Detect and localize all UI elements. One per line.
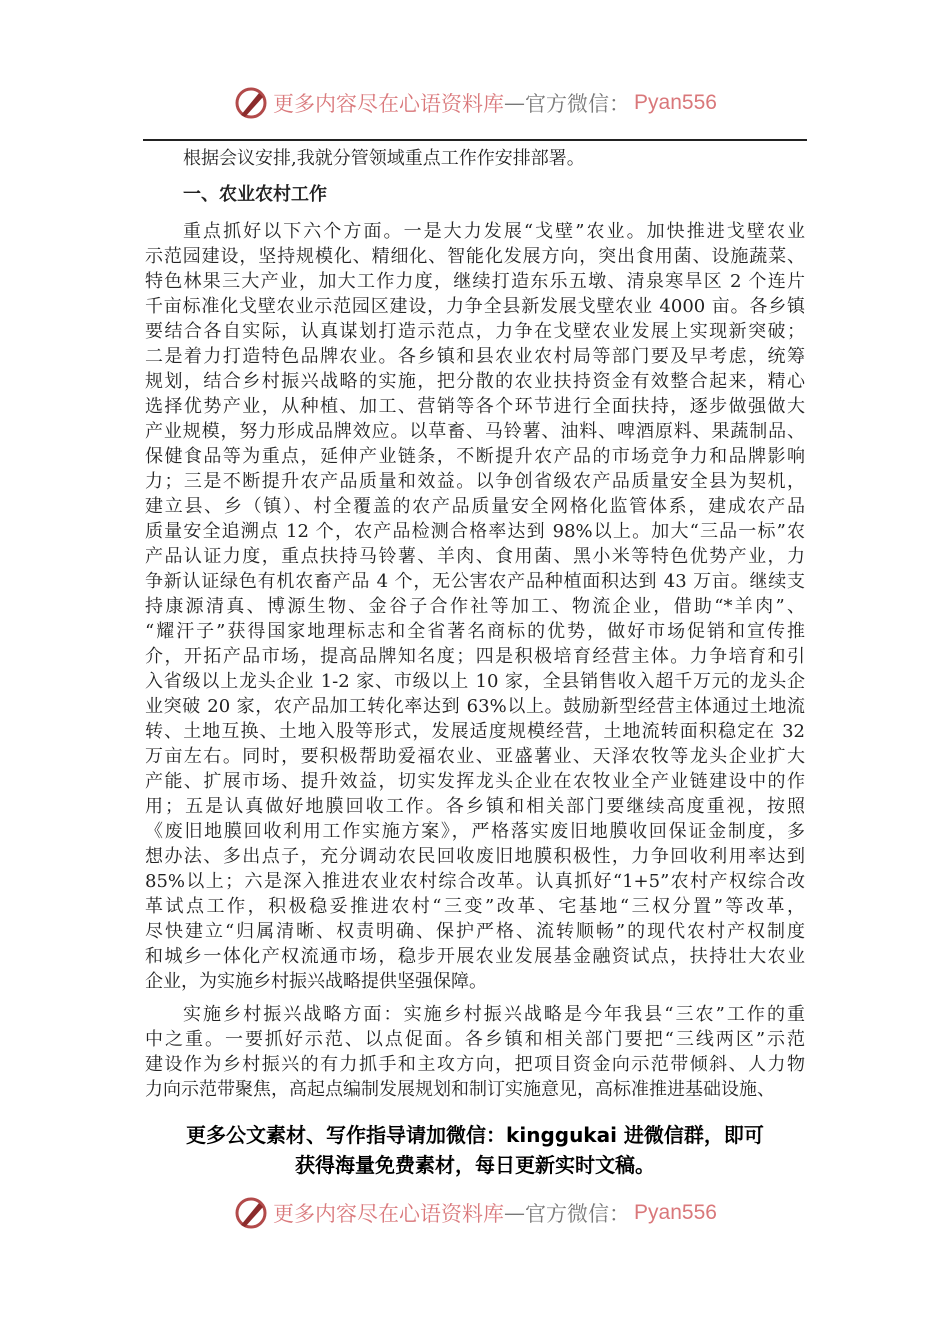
text-line: 规划，结合乡村振兴战略的实施，把分散的农业扶持资金有效整合起来，精心	[145, 371, 805, 392]
text-line: 重点抓好以下六个方面。一是大力发展“戈壁”农业。加快推进戈壁农业	[183, 221, 805, 242]
header-banner	[0, 83, 950, 123]
text-line: 产业规模，努力形成品牌效应。以草畜、马铃薯、油料、啤酒原料、果蔬制品、	[145, 421, 805, 442]
banner-wechat-label: 官方微信：	[525, 92, 631, 116]
text-line: 想办法、多出点子，充分调动农民回收废旧地膜积极性，力争回收利用率达到	[145, 846, 805, 867]
banner-separator: —	[504, 91, 526, 115]
text-line: 争新认证绿色有机农畜产品 4 个，无公害农产品种植面积达到 43 万亩。继续支	[145, 571, 805, 592]
text-line: 建立县、乡（镇）、村全覆盖的农产品质量安全网格化监管体系，建成农产品	[145, 496, 805, 517]
text-line: 质量安全追溯点 12 个，农产品检测合格率达到 98%以上。加大“三品一标”农	[145, 521, 805, 542]
text-line: 千亩标准化戈壁农业示范园区建设，力争全县新发展戈壁农业 4000 亩。各乡镇	[145, 296, 805, 317]
banner-wechat-id: Pyan556	[634, 91, 717, 114]
text-line: 力向示范带聚焦，高起点编制发展规划和制订实施意见，高标准推进基础设施、	[145, 1079, 775, 1100]
promo-line-1: 更多公文素材、写作指导请加微信：kinggukai 进微信群，即可	[186, 1123, 764, 1147]
text-line: 企业，为实施乡村振兴战略提供坚强保障。	[145, 971, 487, 992]
text-line: 革试点工作，积极稳妥推进农村“三变”改革、宅基地“三权分置”等改革，	[145, 896, 805, 917]
text-line: 二是着力打造特色品牌农业。各乡镇和县农业农村局等部门要及早考虑，统筹	[145, 346, 805, 367]
text-line: 要结合各自实际，认真谋划打造示范点，力争在戈壁农业发展上实现新突破；	[145, 321, 805, 342]
footer-banner	[0, 1193, 950, 1233]
banner-wechat-label: 官方微信：	[525, 1202, 631, 1226]
text-line: 产能、扩展市场、提升效益，切实发挥龙头企业在农牧业全产业链建设中的作	[145, 771, 805, 792]
text-line: 保健食品等为重点，延伸产业链条，不断提升农产品的市场竞争力和品牌影响	[145, 446, 805, 467]
text-line: 入省级以上龙头企业 1-2 家、市级以上 10 家，全县销售收入超千万元的龙头企	[145, 671, 805, 692]
text-line: 中之重。一要抓好示范、以点促面。各乡镇和相关部门要把“三线两区”示范	[145, 1029, 805, 1050]
promo-line-2: 获得海量免费素材，每日更新实时文稿。	[295, 1153, 655, 1177]
text-line: 介，开拓产品市场，提高品牌知名度；四是积极培育经营主体。力争培育和引	[145, 646, 805, 667]
banner-separator: —	[504, 1201, 526, 1225]
text-line: 业突破 20 家，农产品加工转化率达到 63%以上。鼓励新型经营主体通过土地流	[145, 696, 805, 717]
intro-text: 根据会议安排,我就分管领域重点工作作安排部署。	[183, 148, 585, 169]
text-line: 力；三是不断提升农产品质量和效益。以争创省级农产品质量安全县为契机，	[145, 471, 805, 492]
text-line: 持康源清真、博源生物、金谷子合作社等加工、物流企业，借助“*羊肉”、	[145, 596, 805, 617]
text-line: 实施乡村振兴战略方面：实施乡村振兴战略是今年我县“三农”工作的重	[183, 1004, 805, 1025]
text-line: 尽快建立“归属清晰、权责明确、保护严格、流转顺畅”的现代农村产权制度	[145, 921, 805, 942]
text-line: 和城乡一体化产权流通市场，稳步开展农业发展基金融资试点，扶持壮大农业	[145, 946, 805, 967]
text-line: 《废旧地膜回收利用工作实施方案》，严格落实废旧地膜收回保证金制度，多	[145, 821, 805, 842]
text-line: “耀汗子”获得国家地理标志和全省著名商标的优势，做好市场促销和宣传推	[145, 621, 805, 642]
banner-wechat-id: Pyan556	[634, 1201, 717, 1224]
text-line: 万亩左右。同时，要积极帮助爱福农业、亚盛薯业、天泽农牧等龙头企业扩大	[145, 746, 805, 767]
text-line: 建设作为乡村振兴的有力抓手和主攻方向，把项目资金向示范带倾斜、人力物	[145, 1054, 805, 1075]
text-line: 转、土地互换、土地入股等形式，发展适度规模经营，土地流转面积稳定在 32	[145, 721, 805, 742]
text-line: 产品认证力度，重点扶持马铃薯、羊肉、食用菌、黑小米等特色优势产业，力	[145, 546, 805, 567]
section-heading: 一、农业农村工作	[183, 184, 327, 205]
text-line: 选择优势产业，从种植、加工、营销等各个环节进行全面扶持，逐步做强做大	[145, 396, 805, 417]
text-line: 示范园建设，坚持规模化、精细化、智能化发展方向，突出食用菌、设施蔬菜、	[145, 246, 805, 267]
text-line: 用；五是认真做好地膜回收工作。各乡镇和相关部门要继续高度重视，按照	[145, 796, 805, 817]
text-line: 特色林果三大产业，加大工作力度，继续打造东乐五墩、清泉寒旱区 2 个连片	[145, 271, 805, 292]
pen-logo-icon	[233, 1195, 269, 1231]
banner-brand: 更多内容尽在心语资料库	[273, 1202, 505, 1226]
pen-logo-icon	[233, 85, 269, 121]
banner-brand: 更多内容尽在心语资料库	[273, 92, 505, 116]
header-divider	[143, 139, 807, 141]
text-line: 85%以上；六是深入推进农业农村综合改革。认真抓好“1+5”农村产权综合改	[145, 871, 805, 892]
